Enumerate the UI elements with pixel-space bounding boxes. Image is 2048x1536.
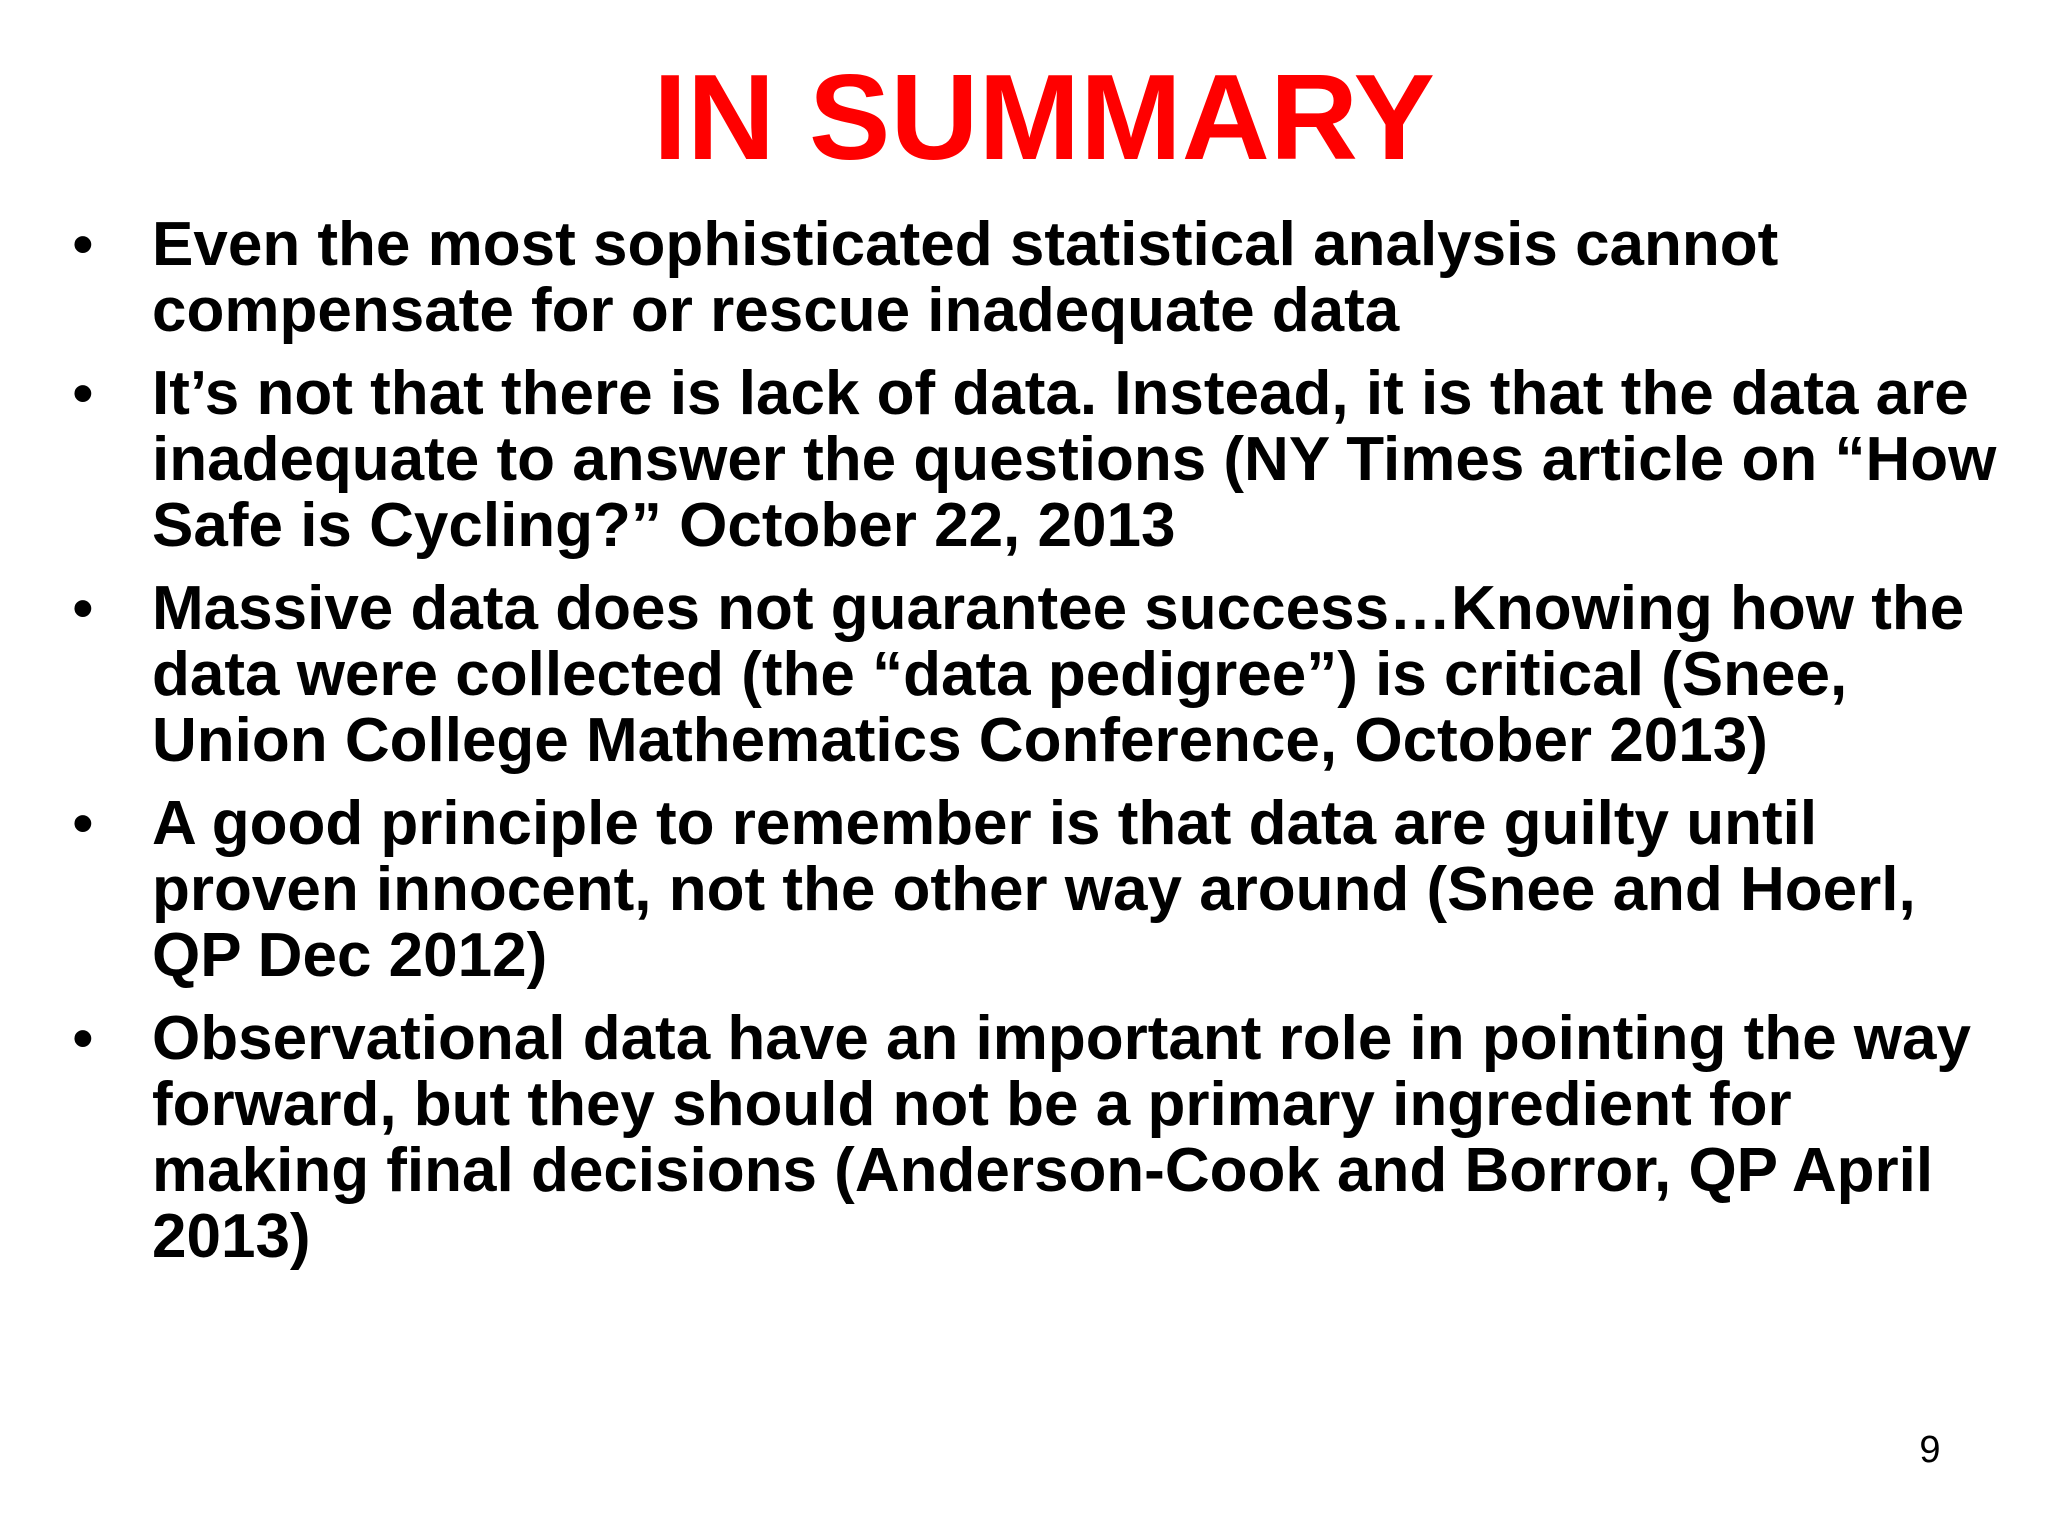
bullet-text: Observational data have an important role in pointing the way forward, but they should not be a primary ingredient for making final decisions (Anderson-Cook and Borror, QP April 2013) bbox=[152, 1004, 1971, 1271]
bullet-item bbox=[66, 212, 2006, 344]
bullet-text: Massive data does not guarantee success…Knowing how the data were collected (the “data pedigree”) is critical (Snee, Union College Mathematics Conference, October 2013) bbox=[152, 574, 1965, 775]
slide-title: IN SUMMARY bbox=[653, 49, 1435, 185]
bullet-marker: • bbox=[72, 1004, 94, 1073]
bullet-text: It’s not that there is lack of data. Instead, it is that the data are inadequate to answer the questions (NY Times article on “How Safe is Cycling?” October 22, 2013 bbox=[152, 359, 1997, 560]
bullet-item bbox=[66, 361, 2006, 559]
bullet-marker: • bbox=[72, 574, 94, 643]
bullet-item bbox=[66, 576, 2006, 774]
bullet-marker: • bbox=[72, 789, 94, 858]
bullet-marker: • bbox=[72, 359, 94, 428]
bullet-list bbox=[66, 212, 2006, 1287]
page-number: 9 bbox=[1919, 1429, 1941, 1471]
bullet-item bbox=[66, 1006, 2006, 1270]
bullet-item bbox=[66, 791, 2006, 989]
bullet-text: Even the most sophisticated statistical analysis cannot compensate for or rescue inadequate data bbox=[152, 210, 1779, 345]
bullet-text: A good principle to remember is that data are guilty until proven innocent, not the other way around (Snee and Hoerl, QP Dec 2012) bbox=[152, 789, 1916, 990]
bullet-marker: • bbox=[72, 210, 94, 279]
